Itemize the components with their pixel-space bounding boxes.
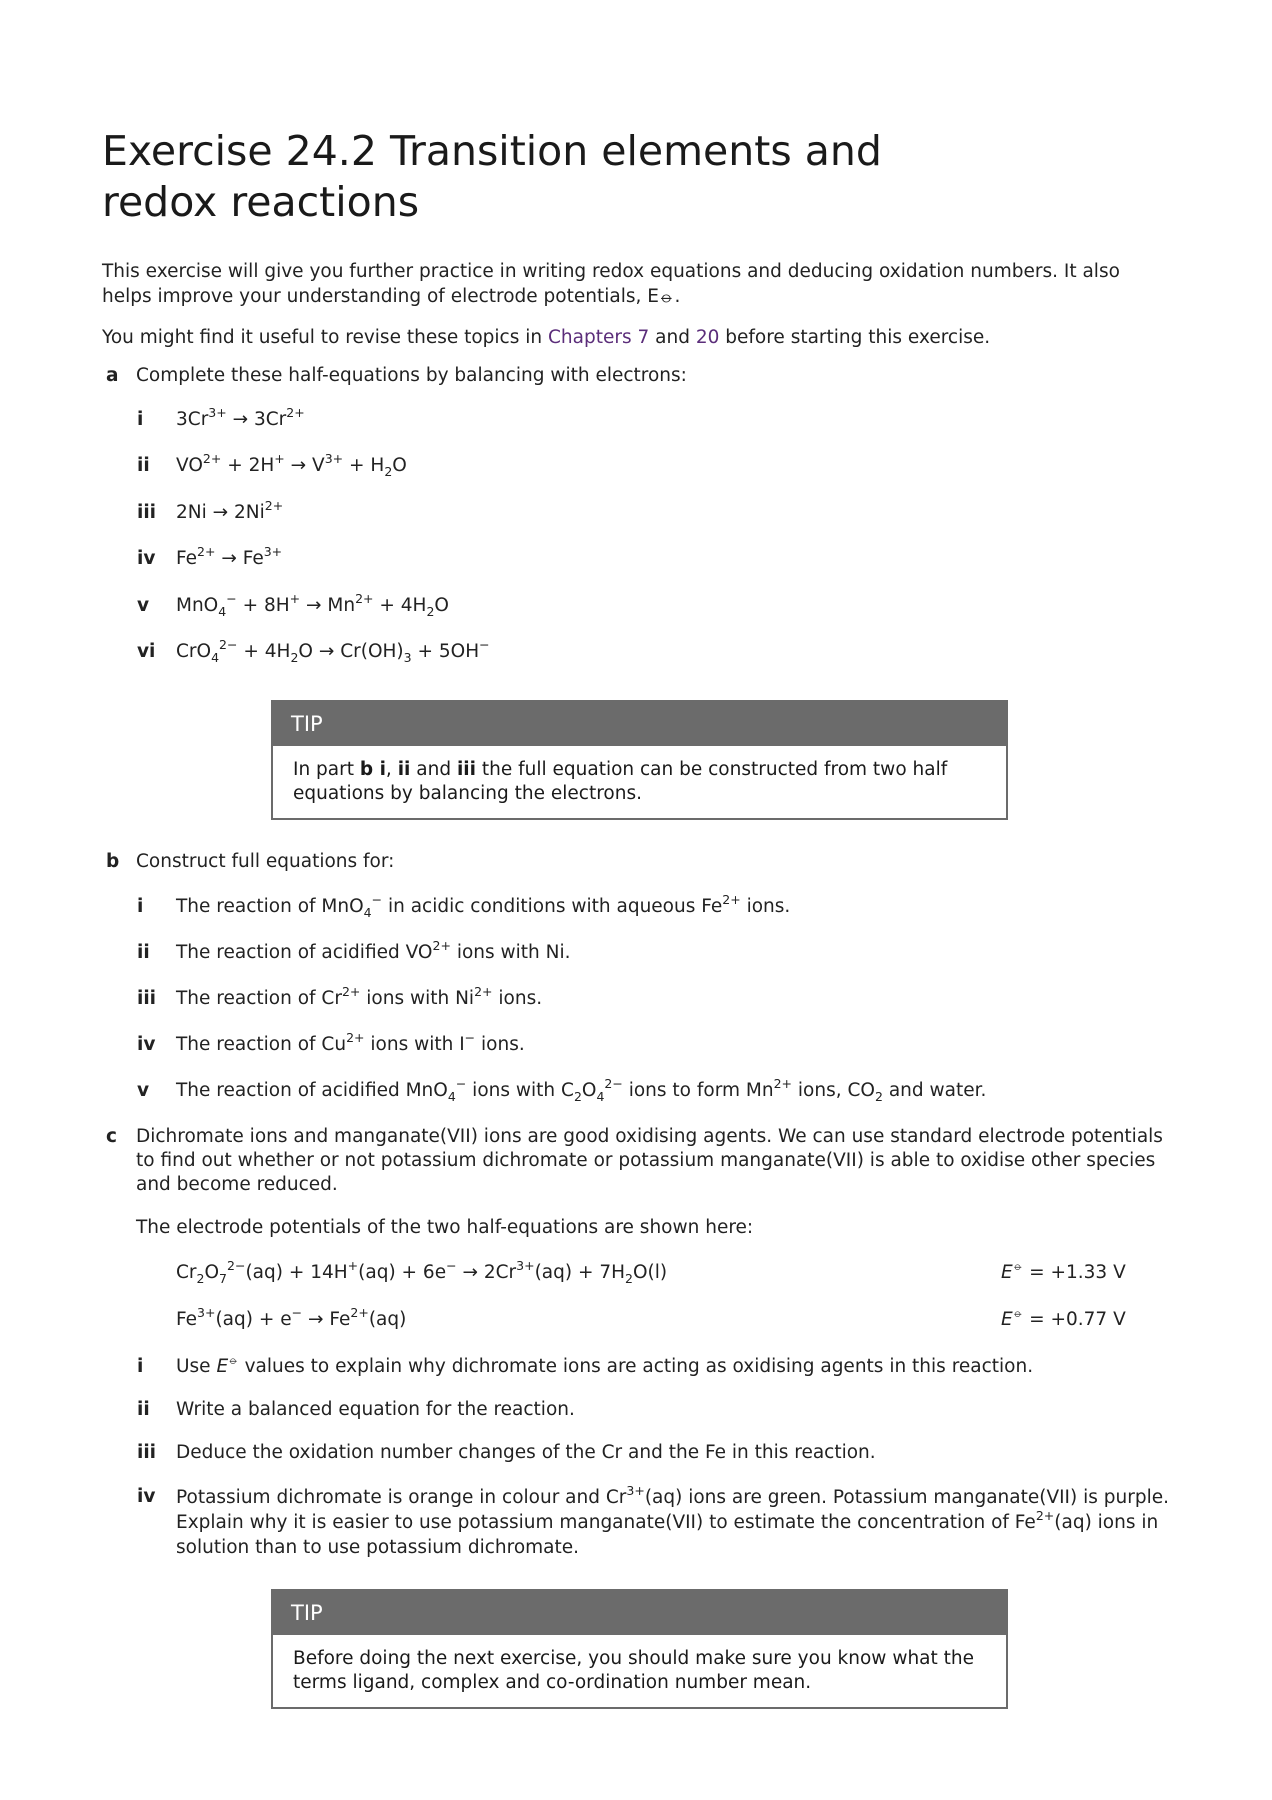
item-text: The reaction of $Cr^{2+}$ ions with $Ni^{2+}$ ions.	[176, 984, 543, 1009]
half-equation: $MnO_4^- + 8H^+ \to Mn^{2+} + 4H_2O$	[176, 591, 449, 619]
tip-heading: TIP	[273, 702, 1006, 746]
chapter-20-link[interactable]: 20	[695, 327, 720, 348]
item-number: iv	[137, 548, 156, 569]
item-number: iii	[137, 502, 157, 523]
section-text: Dichromate ions and manganate(VII) ions are good oxidising agents. We can use standard electrode potentials to find out whether or not potassium dichromate or potassium manganate(VII) is able to oxidise other species and become reduced.	[136, 1126, 1163, 1195]
section-text: Construct full equations for:	[136, 851, 395, 872]
item-number: iii	[137, 988, 157, 1009]
revise-paragraph	[102, 325, 990, 350]
item-text: Deduce the oxidation number changes of the Cr and the Fe in this reaction.	[176, 1442, 876, 1463]
section-c-heading	[102, 1125, 1170, 1197]
list-item	[102, 1485, 1170, 1561]
tip-text: Before doing the next exercise, you should make sure you know what the terms ligand, complex and co-ordination number mean.	[293, 1648, 975, 1693]
exercise-page	[102, 126, 1170, 1693]
item-number: i	[137, 896, 144, 917]
half-equation: $CrO_4^{2-} + 4H_2O \to Cr(OH)_3 + 5OH^-$	[176, 637, 490, 665]
electrode-potential-value: E⦵ = +1.33 V	[1001, 1258, 1126, 1283]
section-b-heading	[102, 850, 1170, 874]
intro-line: The electrode potentials of the two half-equations are shown here:	[136, 1217, 754, 1238]
item-number: iii	[137, 1442, 157, 1463]
tip-heading: TIP	[273, 1591, 1006, 1635]
half-equation: $3Cr^{3+} \to 3Cr^{2+}$	[176, 405, 305, 430]
item-number: i	[137, 409, 144, 430]
section-letter: a	[106, 365, 119, 386]
tip-text: In part b i, ii and iii the full equation can be constructed from two half equations by balancing the electrons.	[293, 759, 948, 804]
electrode-potential-value: E⦵ = +0.77 V	[1001, 1305, 1126, 1330]
item-number: v	[137, 595, 150, 616]
section-a-heading	[102, 364, 1170, 388]
item-number: v	[137, 1080, 150, 1101]
revise-text-end: before starting this exercise.	[719, 327, 991, 348]
item-text: The reaction of acidified $VO^{2+}$ ions with Ni.	[176, 938, 571, 963]
item-number: iv	[137, 1486, 156, 1507]
intro-paragraph: This exercise will give you further practice in writing redox equations and deducing oxidation numbers. It also helps improve your understanding of electrode potentials, E⦵.	[102, 261, 1120, 307]
section-text: Complete these half-equations by balancing with electrons:	[136, 365, 687, 386]
tip-box	[271, 700, 1008, 820]
revise-text-start: You might find it useful to revise these topics in	[102, 327, 548, 348]
item-text: Potassium dichromate is orange in colour and $Cr^{3+}(aq)$ ions are green. Potassium manganate(VII) is purple. Explain why it is easier to use potassium manganate(VII) to estimate the concentration of $Fe^{2+}(aq)$ ions in solution than to use potassium dichromate.	[176, 1483, 1169, 1558]
item-text: The reaction of MnO$_4$− in acidic conditions with aqueous $Fe^{2+}$ ions.	[176, 892, 791, 920]
dichromate-equation: $Cr_2O_7^{2-}(aq) + 14H^+(aq) + 6e^- \to 2Cr^{3+}(aq) + 7H_2O(l)$	[176, 1258, 668, 1286]
item-number: ii	[137, 1399, 150, 1420]
item-number: ii	[137, 455, 150, 476]
item-text: Use E⦵ values to explain why dichromate ions are acting as oxidising agents in this reaction.	[176, 1352, 1034, 1377]
item-number: ii	[137, 942, 150, 963]
chapters-7-link[interactable]: Chapters 7	[548, 327, 650, 348]
half-equation: $VO^{2+} + 2H^+ \to V^{3+} + H_2O$	[176, 451, 407, 479]
revise-text-mid: and	[649, 327, 696, 348]
item-text: The reaction of $Cu^{2+}$ ions with I− ions.	[176, 1030, 525, 1055]
item-text: Write a balanced equation for the reaction.	[176, 1399, 575, 1420]
half-equation: $2Ni \to 2Ni^{2+}$	[176, 498, 284, 523]
iron-equation: $Fe^{3+}(aq) + e^- \to Fe^{2+}(aq)$	[176, 1305, 407, 1330]
item-number: i	[137, 1356, 144, 1377]
half-equation: $Fe^{2+} \to Fe^{3+}$	[176, 544, 283, 569]
item-number: vi	[137, 641, 156, 662]
item-text: The reaction of acidified MnO$_4$− ions with $C_2O_4^{2-}$ ions to form $Mn^{2+}$ ions, $CO_2$ and water.	[176, 1076, 987, 1104]
item-number: iv	[137, 1034, 156, 1055]
page-title: Exercise 24.2 Transition elements and redox reactions	[102, 127, 882, 226]
section-letter: c	[106, 1126, 117, 1147]
section-letter: b	[106, 851, 120, 872]
tip-box	[271, 1589, 1008, 1709]
